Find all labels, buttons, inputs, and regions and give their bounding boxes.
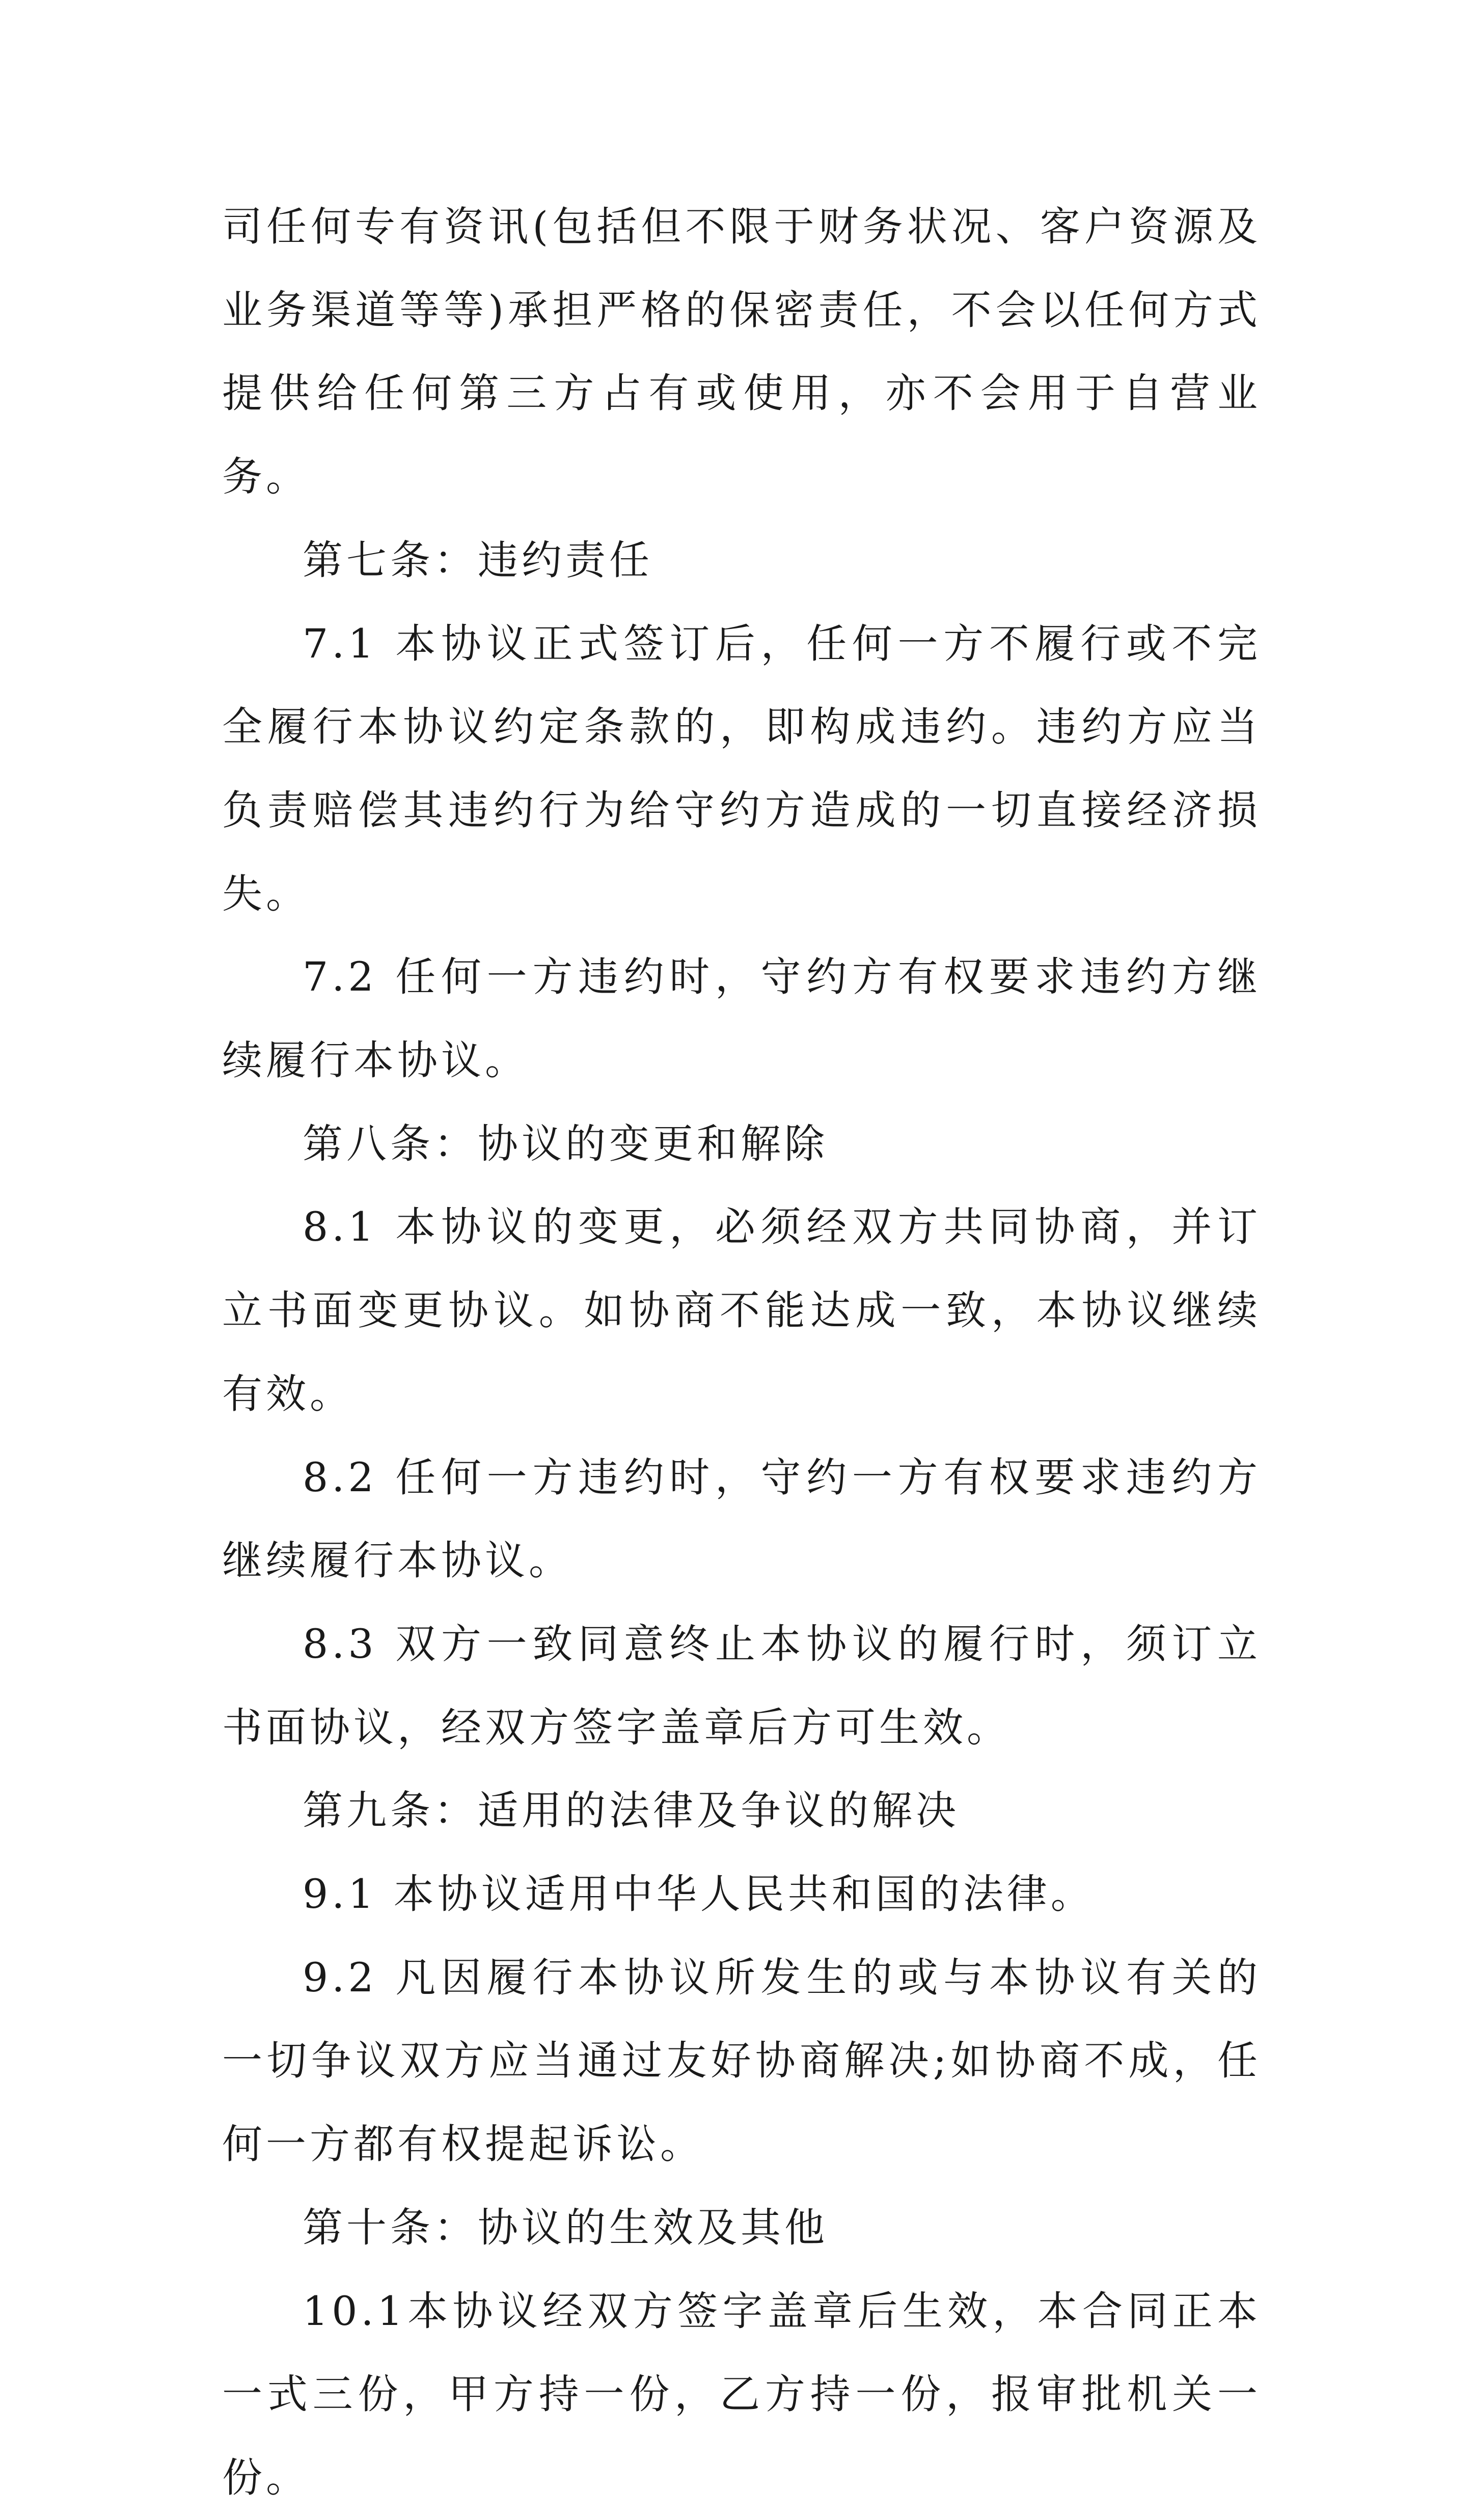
clause-8-2: 8.2 任何一方违约时，守约一方有权要求违约方继续履行本协议。 <box>222 1454 1261 1584</box>
section-heading-10: 第十条：协议的生效及其他 <box>303 2204 828 2251</box>
clause-9-2: 9.2 凡因履行本协议所发生的或与本协议有关的一切争议双方应当通过友好协商解决;如协商不成，任何一方都有权提起诉讼。 <box>222 1954 1261 2168</box>
clause-7-1: 7.1 本协议正式签订后，任何一方不履行或不完全履行本协议约定条款的，即构成违约。违约方应当负责赔偿其违约行为给守约方造成的一切直接经济损失。 <box>222 620 1261 917</box>
document-body <box>222 185 1261 2520</box>
section-heading-9: 第九条：适用的法律及争议的解决 <box>303 1787 960 1834</box>
clause-8-1: 8.1 本协议的变更，必须经双方共同协商，并订立书面变更协议。如协商不能达成一致，本协议继续有效。 <box>222 1203 1261 1417</box>
section-heading-7: 第七条：违约责任 <box>303 536 653 584</box>
clause-10-1: 10.1本协议经双方签字盖章后生效，本合同正本一式三份，甲方持一份，乙方持一份，报审批机关一份。 <box>222 2287 1261 2501</box>
clause-9-1: 9.1 本协议适用中华人民共和国的法律。 <box>303 1871 1095 1918</box>
clause-7-2: 7.2 任何一方违约时，守约方有权要求违约方继续履行本协议。 <box>222 953 1261 1084</box>
section-heading-8: 第八条：协议的变更和解除 <box>303 1120 828 1167</box>
clause-8-3: 8.3 双方一致同意终止本协议的履行时，须订立书面协议，经双方签字盖章后方可生效。 <box>222 1620 1261 1751</box>
paragraph-continuation: 司任何专有资讯(包括但不限于财务状况、客户资源及业务渠道等等)承担严格的保密责任，不会以任何方式提供给任何第三方占有或使用，亦不会用于自营业务。 <box>222 203 1261 501</box>
